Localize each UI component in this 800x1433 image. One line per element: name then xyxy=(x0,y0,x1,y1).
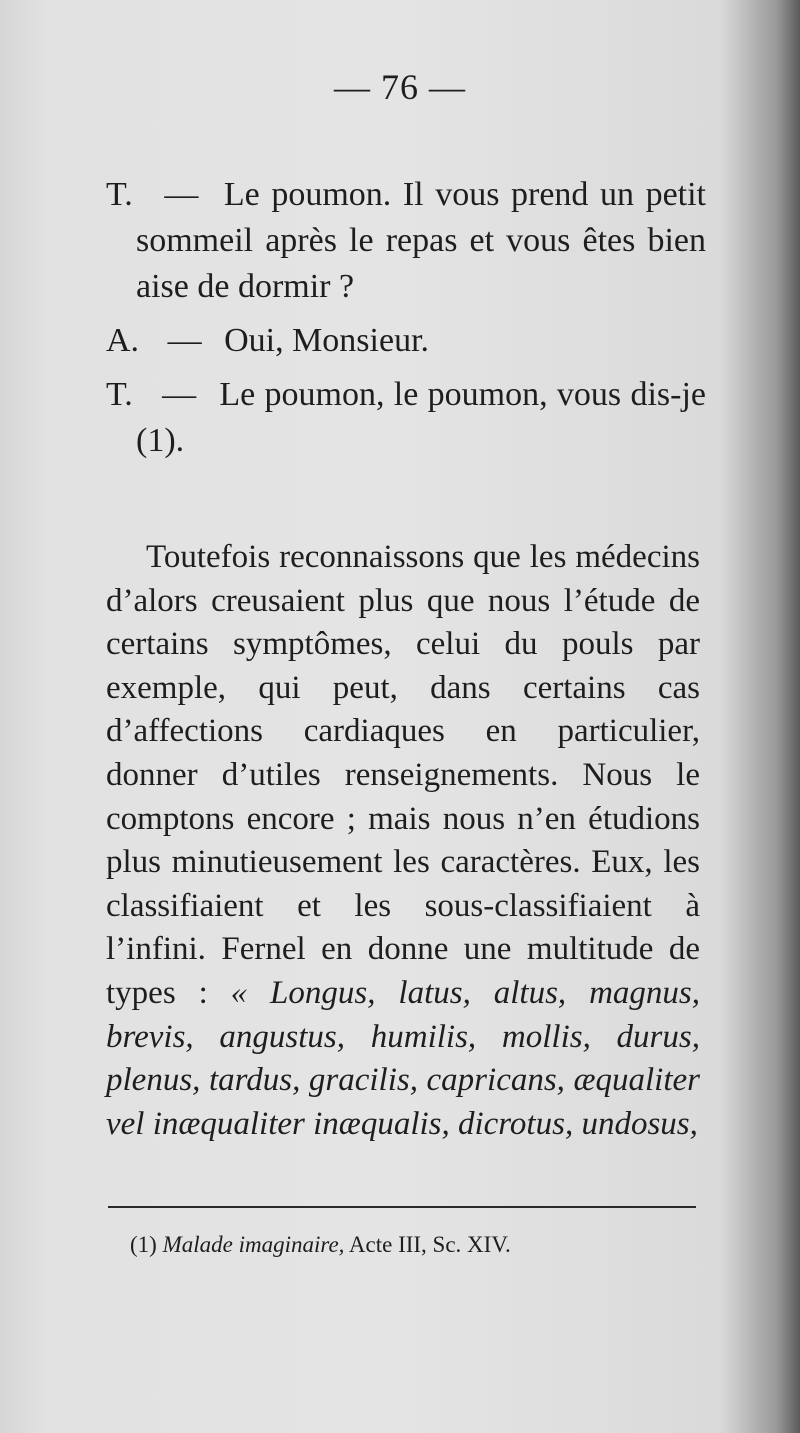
paragraph-roman-text: Toutefois reconnaissons que les médecins d’alors creusaient plus que nous l’étude de certains symptômes, celui du pouls par exemple, qui peut, dans certains cas d’affections cardiaques en particulier, donner d’utiles renseignements. Nous le comptons encore ; mais nous n’en étudions plus minutieusement les caractères. Eux, les classifiaient et les sous-classifiaient à l’infini. Fernel en donne une multitude de types : xyxy=(106,539,700,1011)
dialogue-block xyxy=(106,172,706,472)
dialogue-line-1: T. — Le poumon. Il vous prend un petit sommeil après le repas et vous êtes bien aise de dormir ? xyxy=(106,176,706,305)
paragraph-latin-quote: « Longus, latus, altus, magnus, brevis, angustus, humilis, mollis, durus, plenus, tardus, gracilis, capricans, æqualiter vel inæqualiter inæqualis, dicrotus, undosus, xyxy=(106,974,700,1142)
dialogue-line-3: T. — Le poumon, le poumon, vous dis-je (1). xyxy=(106,376,706,459)
footnote-work-title: Malade imaginaire, xyxy=(162,1232,345,1257)
speaker-label: T. xyxy=(106,176,133,213)
speaker-label: A. xyxy=(106,322,140,359)
page-number: — 76 — xyxy=(334,67,466,107)
paragraph-text xyxy=(106,536,700,1146)
dialogue-text: Le poumon. Il vous prend un petit sommeil après le repas et vous êtes bien aise de dormir ? xyxy=(136,176,706,305)
dialogue-text: Le poumon, le poumon, vous dis-je (1). xyxy=(136,376,706,459)
speaker-label: T. xyxy=(106,376,133,413)
dialogue-line-2: A. — Oui, Monsieur. xyxy=(106,322,430,359)
footnote-marker: (1) xyxy=(130,1232,157,1257)
footnote xyxy=(130,1232,710,1258)
footnote-divider xyxy=(108,1206,696,1208)
dialogue-text: Oui, Monsieur. xyxy=(224,322,430,359)
footnote-reference: Acte III, Sc. XIV. xyxy=(348,1232,511,1257)
body-paragraph xyxy=(106,536,700,1146)
